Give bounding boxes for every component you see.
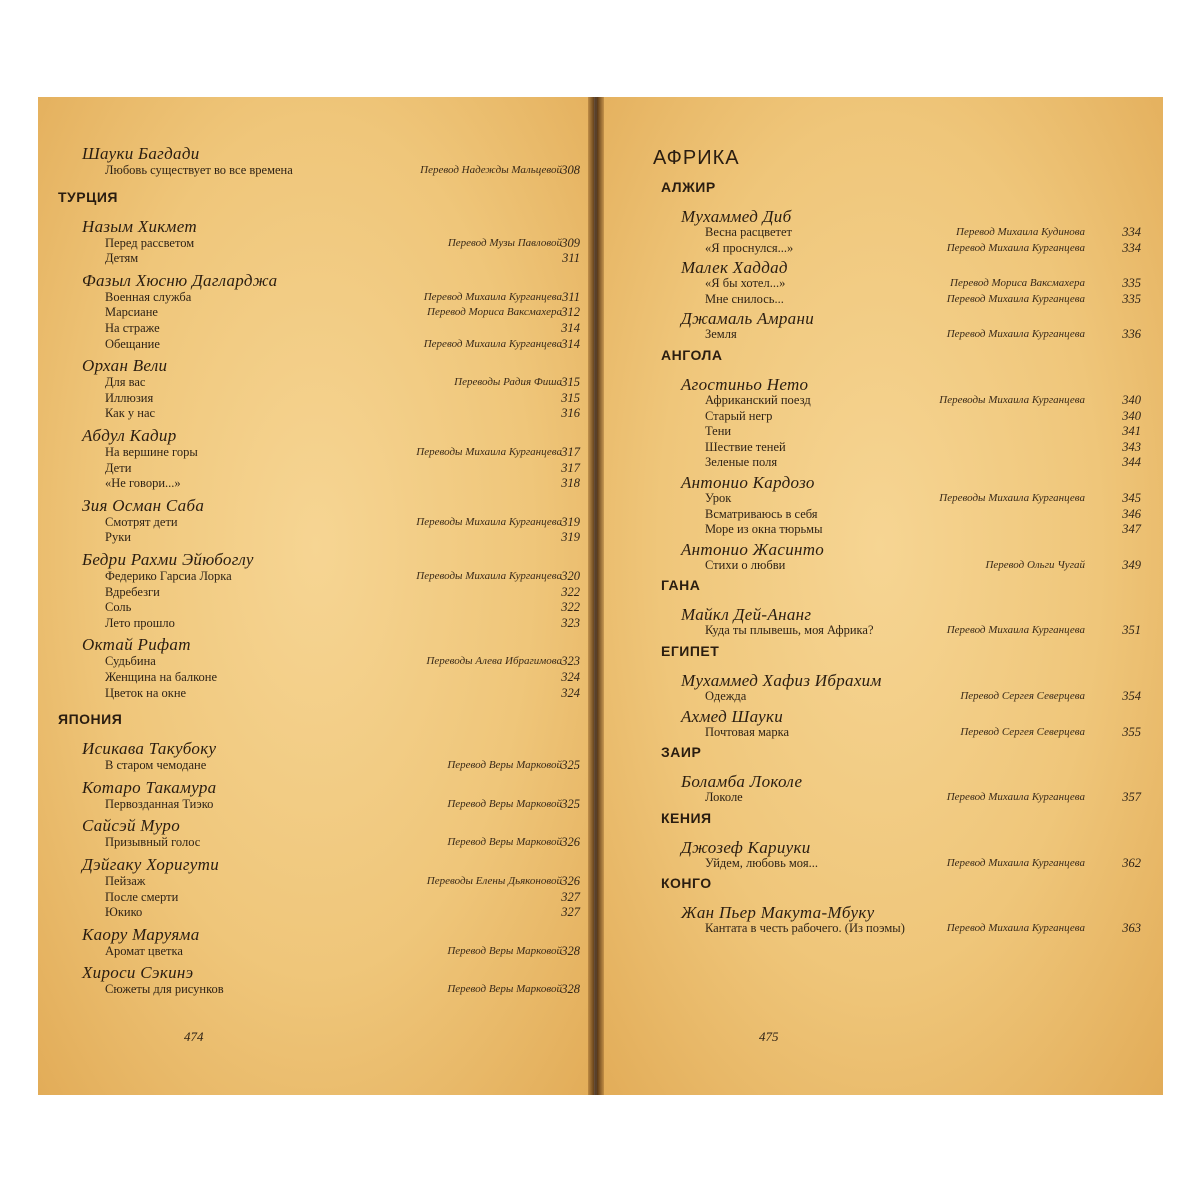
poem-page-number: 322 [561, 600, 580, 615]
poem-page-number: 312 [561, 305, 580, 320]
poem-page-number: 311 [562, 289, 580, 304]
poem-title: Аромат цветка [105, 943, 183, 958]
author-name: Мухаммед Диб [681, 207, 792, 226]
poem-title: Сюжеты для рисунков [105, 982, 224, 997]
author-name: Джамаль Амрани [681, 309, 815, 329]
poem-page-number: 335 [1122, 291, 1141, 306]
book-spine [588, 97, 604, 1095]
country-heading: ЯПОНИЯ [58, 711, 123, 728]
poem-title: Весна расцветет [705, 225, 792, 239]
poem-page-number: 340 [1122, 408, 1141, 423]
poem-title: Шествие теней [705, 439, 786, 454]
translator-credit: Перевод Веры Марковой [447, 759, 562, 772]
poem-page-number: 315 [561, 390, 580, 405]
poem-page-number: 336 [1122, 327, 1141, 342]
translator-credit: Перевод Михаила Курганцева [946, 292, 1085, 305]
author-name: Агостиньо Нето [681, 375, 809, 394]
author-name: Котаро Такамура [82, 777, 217, 797]
author-name: Ахмед Шауки [681, 706, 784, 726]
poem-page-number: 311 [562, 251, 580, 266]
poem-title: На страже [105, 321, 160, 335]
poem-title: Дети [105, 460, 132, 475]
poem-page-number: 334 [1122, 225, 1141, 239]
translator-credit: Переводы Алева Ибрагимова [426, 655, 562, 668]
poem-page-number: 328 [561, 982, 580, 997]
book-spread [38, 97, 1163, 1095]
poem-title: Любовь существует во все времена [105, 163, 293, 177]
poem-title: Для вас [105, 375, 146, 390]
poem-title: «Не говори...» [105, 476, 181, 491]
poem-page-number: 324 [561, 670, 580, 684]
translator-credit: Перевод Веры Марковой [447, 983, 562, 996]
author-name: Жан Пьер Макута-Мбуку [681, 903, 875, 923]
poem-page-number: 322 [561, 584, 580, 599]
poem-page-number: 328 [561, 943, 580, 958]
poem-title: Африканский поезд [705, 393, 811, 407]
poem-page-number: 344 [1122, 455, 1141, 470]
country-heading: АНГОЛА [661, 347, 723, 363]
poem-title: Призывный голос [105, 835, 201, 850]
poem-title: Кантата в честь рабочего. (Из поэмы) [705, 921, 905, 936]
poem-page-number: 327 [561, 905, 580, 920]
author-name: Майкл Дей-Ананг [681, 605, 812, 625]
author-name: Абдул Кадир [82, 426, 177, 445]
poem-page-number: 317 [561, 445, 580, 459]
author-name: Антонио Кардозо [681, 473, 815, 492]
poem-title: Соль [105, 600, 132, 615]
poem-page-number: 355 [1122, 724, 1141, 739]
poem-title: Вдребезги [105, 584, 160, 599]
page-number-left: 474 [184, 1029, 204, 1044]
poem-page-number: 327 [561, 889, 580, 904]
country-heading: ЗАИР [661, 744, 702, 761]
author-name: Шауки Багдади [82, 144, 200, 163]
translator-credit: Перевод Веры Марковой [447, 797, 562, 810]
poem-title: На вершине горы [105, 445, 198, 459]
poem-page-number: 319 [561, 530, 580, 545]
poem-page-number: 316 [561, 406, 580, 421]
author-name: Фазыл Хюсню Дагларджа [82, 270, 278, 290]
poem-page-number: 323 [561, 615, 580, 630]
poem-page-number: 323 [561, 654, 580, 669]
translator-credit: Перевод Михаила Курганцева [946, 328, 1085, 341]
poem-title: Федерико Гарсиа Лорка [105, 569, 232, 583]
poem-page-number: 314 [561, 321, 580, 335]
poem-title: Море из окна тюрьмы [705, 522, 823, 537]
translator-credit: Перевод Михаила Курганцева [946, 241, 1085, 254]
poem-title: Женщина на балконе [105, 670, 218, 684]
poem-page-number: 315 [561, 375, 580, 390]
author-name: Хироси Сэкинэ [82, 963, 194, 983]
country-heading: ТУРЦИЯ [58, 188, 118, 205]
translator-credit: Переводы Михаила Курганцева [939, 492, 1085, 504]
translator-credit: Перевод Ольги Чугай [985, 558, 1085, 571]
poem-title: Земля [705, 327, 737, 342]
poem-title: «Я проснулся...» [705, 240, 794, 255]
translator-credit: Перевод Мориса Ваксмахера [427, 306, 562, 319]
poem-page-number: 325 [561, 796, 580, 811]
poem-title: В старом чемодане [105, 758, 207, 773]
poem-page-number: 326 [561, 874, 580, 888]
poem-page-number: 357 [1122, 790, 1141, 805]
poem-title: Лето прошло [105, 615, 175, 630]
poem-page-number: 314 [561, 336, 580, 351]
translator-credit: Перевод Музы Павловой [447, 236, 562, 249]
country-heading: КЕНИЯ [661, 809, 712, 826]
poem-page-number: 318 [561, 476, 580, 491]
poem-page-number: 308 [561, 163, 580, 177]
poem-title: Военная служба [105, 289, 192, 304]
poem-title: Одежда [705, 689, 747, 703]
poem-title: После смерти [105, 889, 179, 904]
poem-title: Куда ты плывешь, моя Африка? [705, 623, 874, 638]
author-name: Каору Маруяма [82, 924, 200, 944]
right-page [597, 97, 1163, 1095]
poem-title: Смотрят дети [105, 514, 178, 529]
poem-title: Юкико [105, 905, 143, 920]
author-name: Назым Хикмет [82, 216, 197, 236]
poem-title: Пейзаж [105, 874, 146, 888]
author-name: Джозеф Кариуки [681, 837, 811, 857]
translator-credit: Перевод Михаила Курганцева [946, 922, 1085, 935]
poem-page-number: 335 [1122, 276, 1141, 291]
poem-title: Тени [705, 424, 732, 439]
country-heading: АЛЖИР [661, 179, 716, 195]
translator-credit: Переводы Радия Фиша [454, 376, 562, 389]
poem-title: Мне снилось... [705, 291, 784, 306]
poem-page-number: 343 [1122, 439, 1141, 454]
poem-title: Детям [105, 251, 139, 266]
poem-page-number: 319 [561, 514, 580, 529]
poem-page-number: 341 [1122, 424, 1141, 439]
poem-page-number: 351 [1122, 623, 1141, 638]
poem-page-number: 320 [561, 569, 580, 583]
poem-title: Перед рассветом [105, 235, 195, 250]
author-name: Дэйгаку Хоригути [82, 855, 219, 874]
translator-credit: Перевод Сергея Северцева [960, 690, 1085, 702]
translator-credit: Перевод Михаила Курганцева [946, 624, 1085, 637]
country-heading: ЕГИПЕТ [661, 643, 720, 659]
translator-credit: Переводы Михаила Курганцева [416, 570, 562, 582]
poem-title: «Я бы хотел...» [705, 276, 786, 291]
poem-page-number: 340 [1122, 393, 1141, 407]
poem-title: Старый негр [705, 408, 773, 423]
poem-page-number: 324 [561, 685, 580, 700]
poem-page-number: 309 [561, 235, 580, 250]
translator-credit: Перевод Михаила Курганцева [946, 856, 1085, 869]
author-name: Малек Хаддад [681, 258, 788, 278]
poem-title: Почтовая марка [705, 724, 790, 739]
country-heading: ГАНА [661, 577, 701, 594]
poem-title: Первозданная Тиэко [105, 796, 214, 811]
translator-credit: Перевод Михаила Курганцева [423, 290, 562, 303]
poem-page-number: 326 [561, 835, 580, 850]
author-name: Мухаммед Хафиз Ибрахим [681, 671, 882, 690]
translator-credit: Перевод Веры Марковой [447, 836, 562, 849]
poem-title: Цветок на окне [105, 685, 187, 700]
poem-title: Иллюзия [105, 390, 154, 405]
translator-credit: Перевод Михаила Кудинова [956, 226, 1085, 238]
poem-page-number: 345 [1122, 491, 1141, 505]
author-name: Антонио Жасинто [681, 539, 825, 559]
poem-page-number: 325 [561, 758, 580, 773]
translator-credit: Перевод Сергея Северцева [960, 725, 1085, 738]
poem-page-number: 347 [1122, 522, 1141, 537]
poem-title: Локоле [705, 790, 743, 805]
poem-title: Как у нас [105, 406, 156, 421]
poem-page-number: 362 [1122, 855, 1141, 870]
translator-credit: Переводы Елены Дьяконовой [426, 875, 562, 887]
poem-title: Урок [705, 491, 732, 505]
poem-title: Судьбина [105, 654, 156, 669]
translator-credit: Перевод Михаила Курганцева [423, 337, 562, 350]
poem-page-number: 354 [1122, 689, 1141, 703]
author-name: Зия Осман Саба [82, 495, 205, 515]
translator-credit: Перевод Михаила Курганцева [946, 791, 1085, 804]
author-name: Орхан Вели [82, 356, 168, 376]
translator-credit: Перевод Веры Марковой [447, 944, 562, 957]
author-name: Исикава Такубоку [82, 739, 217, 759]
poem-title: Стихи о любви [705, 557, 786, 572]
translator-credit: Переводы Михаила Курганцева [416, 446, 562, 458]
page-number-right: 475 [759, 1029, 779, 1044]
author-name: Боламба Локоле [681, 772, 803, 792]
poem-title: Обещание [105, 336, 160, 351]
translator-credit: Переводы Михаила Курганцева [939, 394, 1085, 406]
poem-page-number: 349 [1122, 557, 1141, 572]
country-heading: КОНГО [661, 875, 712, 892]
translator-credit: Перевод Мориса Ваксмахера [950, 277, 1085, 290]
poem-title: Руки [105, 530, 131, 545]
author-name: Октай Рифат [82, 635, 191, 655]
poem-title: Марсиане [105, 305, 158, 320]
poem-title: Всматриваюсь в себя [705, 506, 818, 521]
continent-heading: АФРИКА [653, 147, 740, 169]
author-name: Сайсэй Муро [82, 816, 181, 836]
translator-credit: Переводы Михаила Курганцева [416, 515, 562, 528]
poem-title: Уйдем, любовь моя... [705, 855, 818, 870]
translator-credit: Перевод Надежды Мальцевой [420, 164, 562, 176]
poem-page-number: 363 [1122, 921, 1141, 936]
poem-page-number: 317 [561, 460, 580, 475]
poem-title: Зеленые поля [705, 455, 778, 470]
poem-page-number: 346 [1122, 506, 1141, 521]
poem-page-number: 334 [1122, 240, 1141, 255]
author-name: Бедри Рахми Эйюбоглу [82, 550, 254, 569]
left-page [38, 97, 594, 1095]
